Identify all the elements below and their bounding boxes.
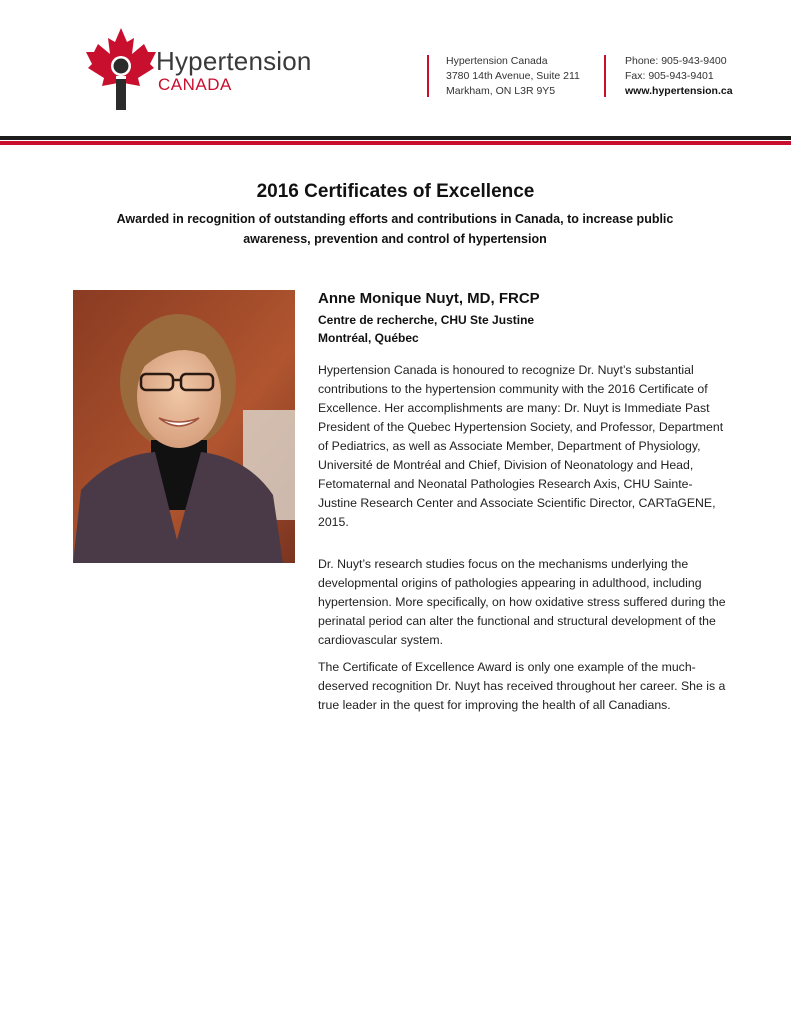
header-address (446, 54, 580, 99)
body-paragraph: Hypertension Canada is honoured to recognize Dr. Nuyt’s substantial contributions to the hypertension community with the 2016 Certificate of Excellence. Her accomplishments are many: Dr. Nuyt is Immediate Past President of the Quebec Hypertension Society, and Professor, Department of Pediatrics, as well as Associate Member, Department of Physiology, Université de Montréal and Chief, Division of Neonatology and Head, Fetomaternal and Neonatal Pathologies Research Axis, CHU Sainte-Justine Research Center and Associate Scientific Director, CARTaGENE, 2015. (318, 363, 724, 529)
page-subtitle (95, 209, 695, 249)
header-rule-black (0, 136, 791, 140)
page-title: 2016 Certificates of Excellence (256, 181, 535, 202)
address-line1: 3780 14th Avenue, Suite 211 (446, 70, 580, 82)
location-line: Montréal, Québec (318, 331, 419, 345)
portrait-photo (73, 290, 295, 563)
logo-wordmark: Hypertension (156, 46, 312, 76)
address-org: Hypertension Canada (446, 55, 548, 67)
header-divider (604, 55, 606, 97)
fax-number: Fax: 905-943-9401 (625, 70, 714, 82)
hypertension-canada-logo (86, 26, 316, 112)
body-paragraph: Dr. Nuyt’s research studies focus on the mechanisms underlying the developmental origins of pathologies appearing in adulthood, including hypertension. More specifically, on how oxidative stress suffered during the perinatal period can alter the functional and structural development of the cardiovascular system. (318, 557, 726, 647)
subtitle-line: Awarded in recognition of outstanding efforts and contributions in Canada, to increase public (116, 212, 674, 226)
recipient-photo (73, 290, 295, 563)
subtitle-line: awareness, prevention and control of hypertension (243, 232, 547, 246)
header-contact (625, 54, 733, 99)
header-divider (427, 55, 429, 97)
logo-subtext: CANADA (158, 75, 232, 94)
body-paragraph: The Certificate of Excellence Award is only one example of the much-deserved recognition Dr. Nuyt has received throughout her career. She is a true leader in the quest for improving the health of all Canadians. (318, 660, 726, 712)
website-link[interactable]: www.hypertension.ca (625, 85, 733, 97)
phone-number: Phone: 905-943-9400 (625, 55, 727, 67)
maple-leaf-i-logo-icon (86, 26, 156, 112)
header-rule-red (0, 141, 791, 145)
affiliation-line: Centre de recherche, CHU Ste Justine (318, 313, 535, 327)
recipient-name: Anne Monique Nuyt, MD, FRCP (318, 290, 540, 307)
address-line2: Markham, ON L3R 9Y5 (446, 85, 556, 97)
recipient-affiliation (318, 311, 534, 347)
